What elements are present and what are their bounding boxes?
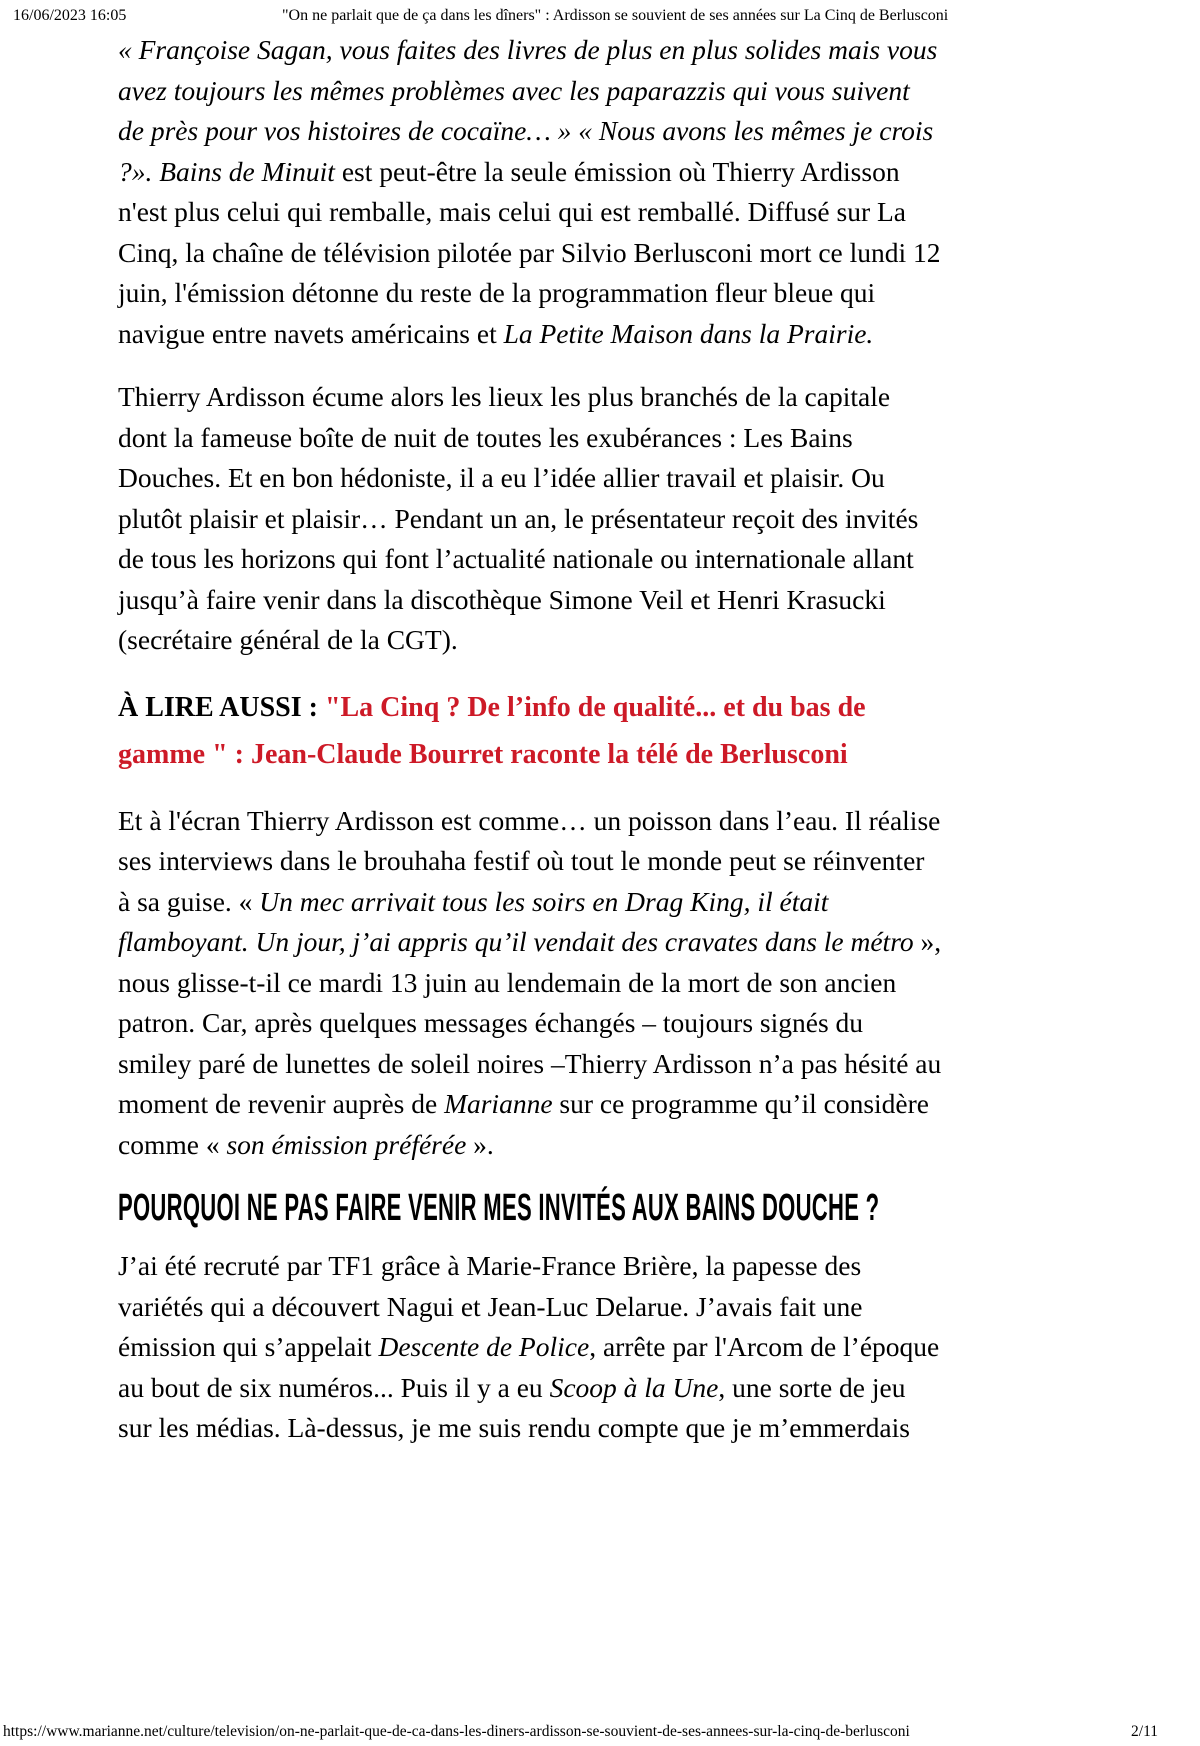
body-text: , arrête par l'Arcom de l’époque au bout de six numéros... Puis il y a eu: [118, 1331, 940, 1403]
italic-text: Un mec arrivait tous les soirs en Drag King, il était flamboyant. Un jour, j’ai appris qu’il vendait des cravates dans le métro: [118, 885, 914, 957]
italic-text: « Françoise Sagan, vous faites des livres de plus en plus solides mais vous avez toujours les mêmes problèmes avec les paparazzis qui vous suivent de près pour vos histoires de cocaïne… » « Nous avons les mêmes je crois ?».: [118, 34, 938, 187]
section-heading: POURQUOI NE PAS FAIRE VENIR MES INVITÉS AUX BAINS DOUCHE ?: [118, 1187, 880, 1229]
italic-text: La Petite Maison dans la Prairie.: [503, 317, 874, 349]
article-paragraph: [118, 377, 942, 661]
italic-text: son émission préférée: [226, 1128, 467, 1160]
italic-text: Scoop à la Une: [549, 1371, 719, 1403]
body-text: , une sorte de jeu sur les médias. Là-dessus, je me suis rendu compte que je m’emmerdais: [118, 1371, 910, 1443]
italic-text: Bains de Minuit: [159, 155, 335, 187]
article-body: [118, 30, 942, 1472]
footer-page-number: 2/11: [1131, 1723, 1158, 1740]
body-text: Et à l'écran Thierry Ardisson est comme… un poisson dans l’eau. Il réalise ses interviews dans le brouhaha festif où tout le monde peut se réinventer à sa guise. «: [118, 804, 941, 917]
body-text: ».: [466, 1128, 494, 1160]
body-text: sur ce programme qu’il considère comme «: [118, 1088, 929, 1160]
article-paragraph: [118, 1246, 942, 1449]
italic-text: Descente de Police: [378, 1331, 590, 1362]
italic-text: Marianne: [444, 1088, 553, 1119]
article-paragraph: [118, 801, 942, 1166]
body-text: Thierry Ardisson écume alors les lieux les plus branchés de la capitale dont la fameuse boîte de nuit de toutes les exubérances : Les Bains Douches. Et en bon hédoniste, il a eu l’idée allier travail et plaisir. Ou plutôt plaisir et plaisir… Pendant un an, le présentateur reçoit des invités de tous les horizons qui font l’actualité nationale ou internationale allant jusqu’à faire venir dans la discothèque Simone Veil et Henri Krasucki (secrétaire général de la CGT).: [118, 381, 919, 655]
body-text: », nous glisse-t-il ce mardi 13 juin au lendemain de la mort de son ancien patron. Car, après quelques messages échangés – toujours signés du smiley paré de lunettes de soleil noires –Thierry Ardisson n’a pas hésité au moment de revenir auprès de: [118, 926, 942, 1119]
read-also-link[interactable]: "La Cinq ? De l’info de qualité... et du bas de gamme " : Jean-Claude Bourret raconte la télé de Berlusconi: [118, 691, 866, 770]
footer-url: https://www.marianne.net/culture/television/on-ne-parlait-que-de-ca-dans-les-diners-ardisson-se-souvient-de-ses-annees-sur-la-cinq-de-berlusconi: [3, 1723, 910, 1740]
read-also-label: À LIRE AUSSI :: [118, 691, 325, 723]
read-also-block: [118, 684, 942, 778]
article-paragraph: [118, 30, 942, 354]
header-title: "On ne parlait que de ça dans les dîners" : Ardisson se souvient de ses années sur La Cinq de Berlusconi: [282, 7, 949, 24]
body-text: est peut-être la seule émission où Thierry Ardisson n'est plus celui qui remballe, mais celui qui est remballé. Diffusé sur La Cinq, la chaîne de télévision pilotée par Silvio Berlusconi mort ce lundi 12 juin, l'émission détonne du reste de la programmation fleur bleue qui navigue entre navets américains et: [118, 155, 941, 349]
body-text: J’ai été recruté par TF1 grâce à Marie-France Brière, la papesse des variétés qui a découvert Nagui et Jean-Luc Delarue. J’avais fait une émission qui s’appelait: [118, 1250, 863, 1362]
header-datetime: 16/06/2023 16:05: [13, 7, 127, 24]
